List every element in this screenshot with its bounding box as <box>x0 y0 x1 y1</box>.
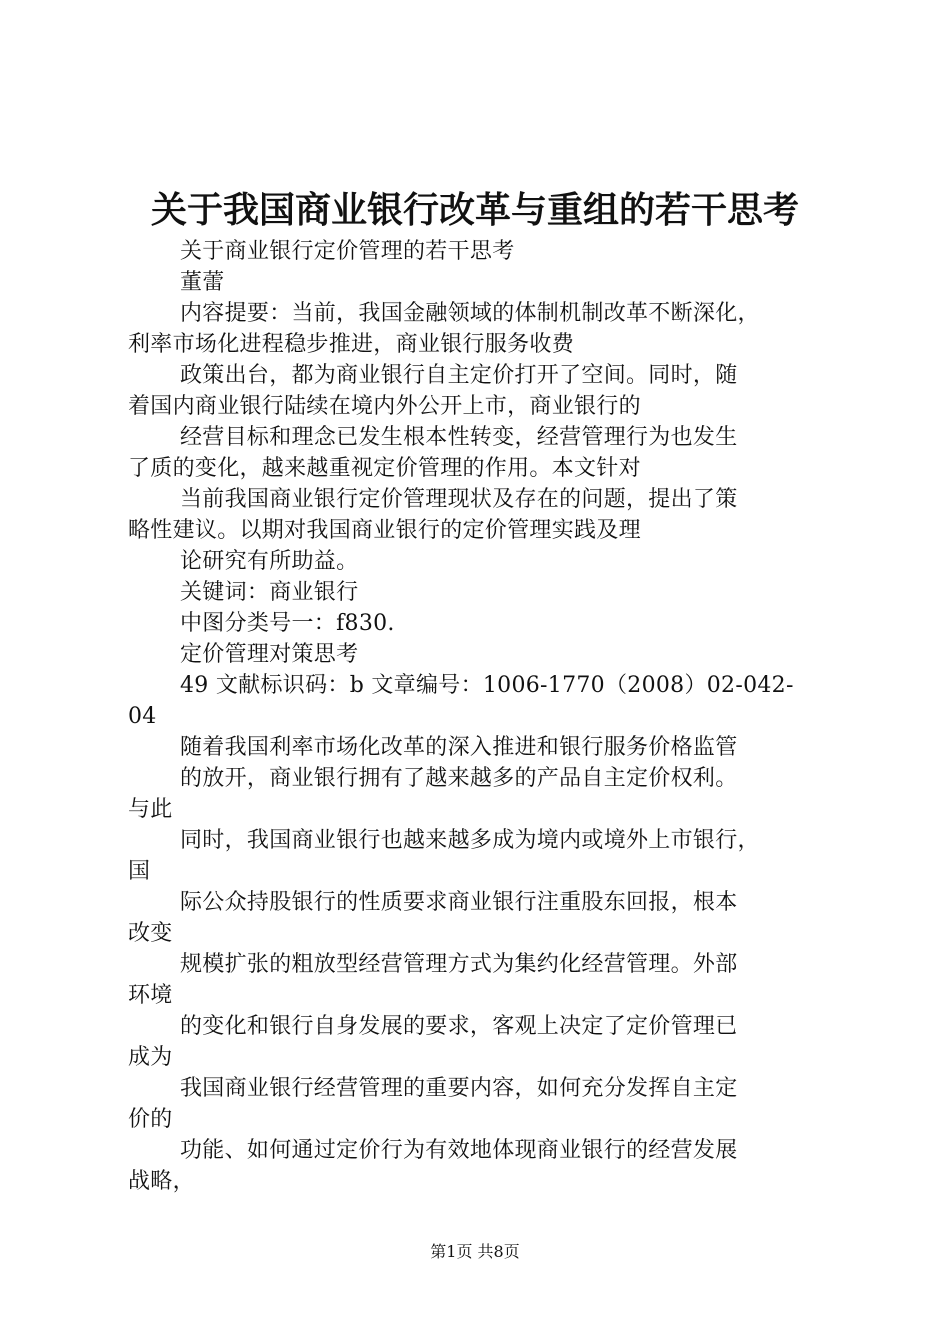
text-line: 49 文献标识码：b 文章编号：1006-1770（2008）02-042- <box>180 673 794 698</box>
document-title: 关于我国商业银行改革与重组的若干思考 <box>150 189 799 231</box>
text-line: 论研究有所助益。 <box>180 549 359 574</box>
text-line: 略性建议。以期对我国商业银行的定价管理实践及理 <box>128 518 641 543</box>
text-line: 董蕾 <box>180 270 225 295</box>
text-line: 随着我国利率市场化改革的深入推进和银行服务价格监管 <box>180 735 738 760</box>
text-line: 同时，我国商业银行也越来越多成为境内或境外上市银行， <box>180 828 760 853</box>
text-line: 经营目标和理念已发生根本性转变，经营管理行为也发生 <box>180 425 738 450</box>
text-line: 着国内商业银行陆续在境内外公开上市，商业银行的 <box>128 394 641 419</box>
text-line: 利率市场化进程稳步推进，商业银行服务收费 <box>128 332 575 357</box>
text-line: 成为 <box>128 1045 173 1070</box>
text-line: 我国商业银行经营管理的重要内容，如何充分发挥自主定 <box>180 1076 738 1101</box>
text-line: 了质的变化，越来越重视定价管理的作用。本文针对 <box>128 456 641 481</box>
text-line: 中图分类号一：f830. <box>180 611 395 636</box>
text-line: 环境 <box>128 983 173 1008</box>
text-line: 关于商业银行定价管理的若干思考 <box>180 239 515 264</box>
text-line: 改变 <box>128 921 173 946</box>
text-line: 际公众持股银行的性质要求商业银行注重股东回报，根本 <box>180 890 738 915</box>
text-line: 关键词：商业银行 <box>180 580 359 605</box>
text-line: 的变化和银行自身发展的要求，客观上决定了定价管理已 <box>180 1014 738 1039</box>
text-line: 规模扩张的粗放型经营管理方式为集约化经营管理。外部 <box>180 952 738 977</box>
text-line: 定价管理对策思考 <box>180 642 359 667</box>
document-body <box>128 236 848 1197</box>
text-line: 与此 <box>128 797 173 822</box>
text-line: 当前我国商业银行定价管理现状及存在的问题，提出了策 <box>180 487 738 512</box>
text-line: 04 <box>128 704 157 729</box>
text-line: 价的 <box>128 1107 173 1132</box>
text-line: 政策出台，都为商业银行自主定价打开了空间。同时，随 <box>180 363 738 388</box>
text-line: 内容提要：当前，我国金融领域的体制机制改革不断深化， <box>180 301 760 326</box>
page-footer: 第1页 共8页 <box>430 1242 520 1261</box>
text-line: 战略， <box>128 1169 195 1194</box>
text-line: 国 <box>128 859 151 884</box>
text-line: 功能、如何通过定价行为有效地体现商业银行的经营发展 <box>180 1138 738 1163</box>
text-line: 的放开，商业银行拥有了越来越多的产品自主定价权利。 <box>180 766 738 791</box>
